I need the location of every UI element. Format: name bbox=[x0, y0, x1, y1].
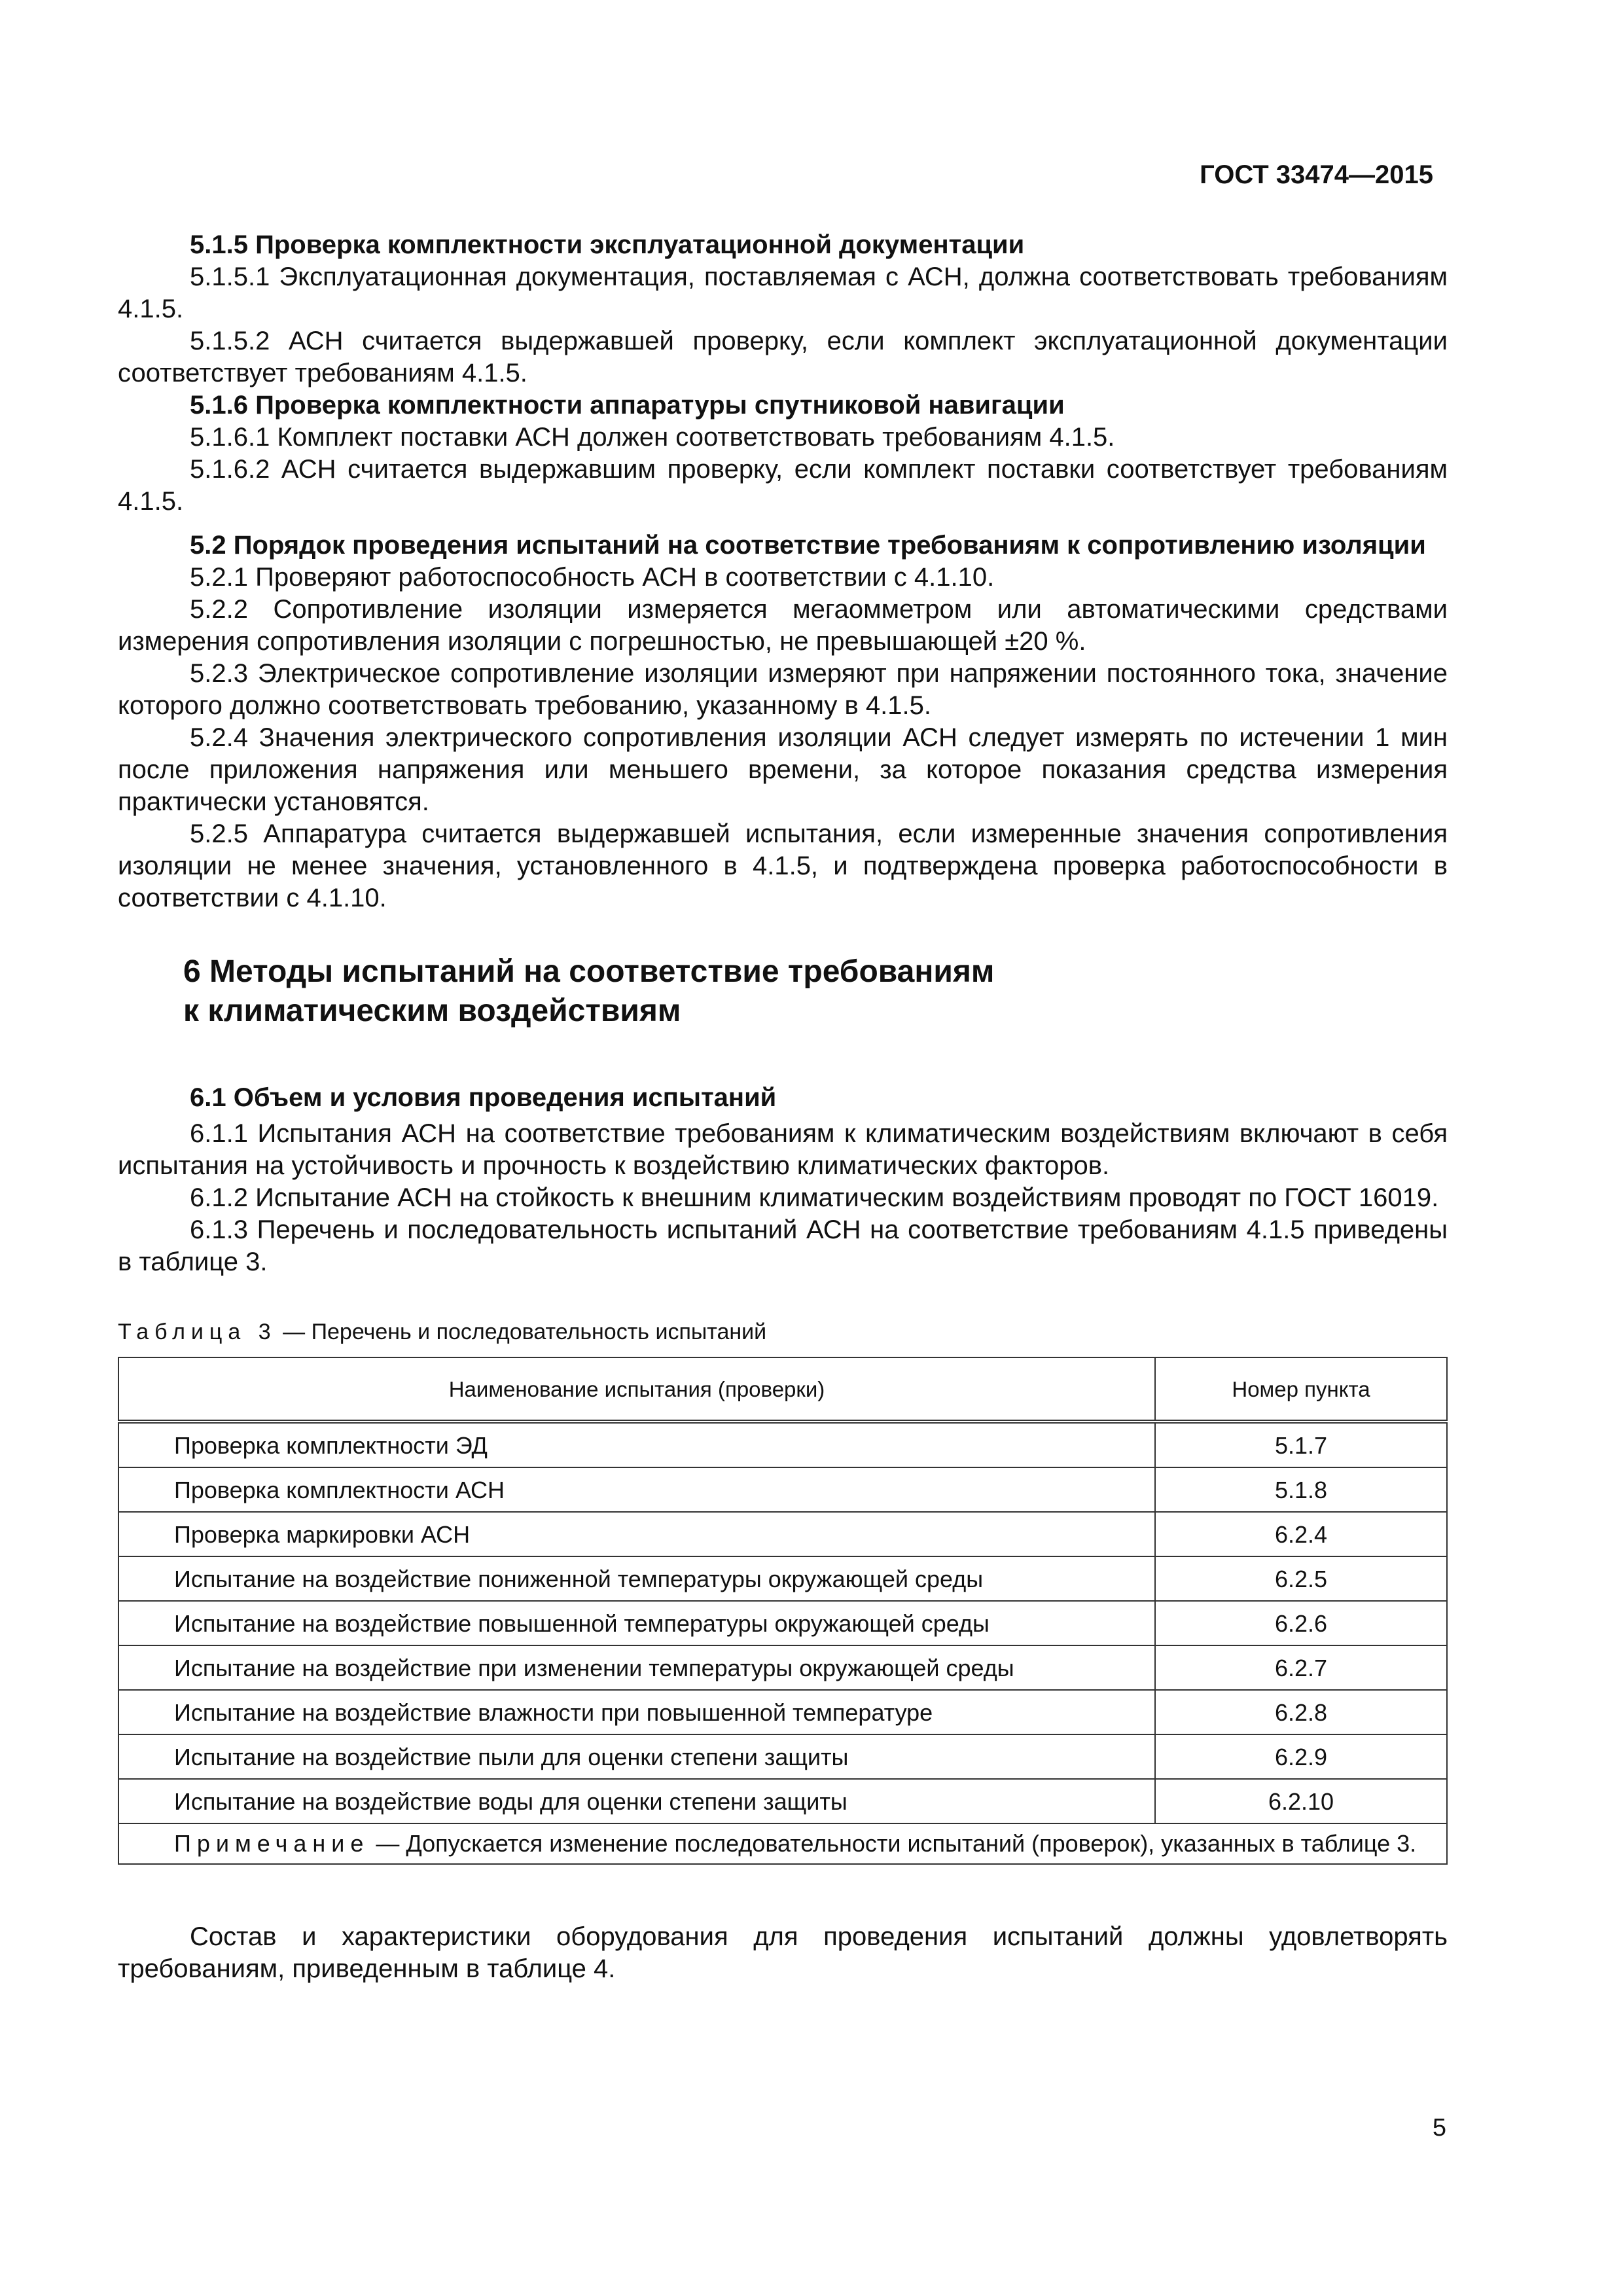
test-name-cell: Испытание на воздействие повышенной температуры окружающей среды bbox=[118, 1601, 1155, 1645]
test-name-cell: Проверка маркировки АСН bbox=[118, 1512, 1155, 1556]
table-row bbox=[118, 1779, 1447, 1823]
clause-number-cell: 6.2.6 bbox=[1155, 1601, 1447, 1645]
table-header-row bbox=[118, 1357, 1447, 1422]
section-6-1-heading: 6.1 Объем и условия проведения испытаний bbox=[190, 1083, 777, 1112]
column-header-test-name: Наименование испытания (проверки) bbox=[118, 1357, 1155, 1422]
table-row bbox=[118, 1645, 1447, 1690]
paragraph-5-1-6-1: 5.1.6.1 Комплект поставки АСН должен соответствовать требованиям 4.1.5. bbox=[190, 423, 1115, 452]
paragraph-5-1-5-1: 5.1.5.1 Эксплуатационная документация, поставляемая с АСН, должна соответствовать требованиям 4.1.5. bbox=[118, 262, 1448, 323]
document-id-header: ГОСТ 33474—2015 bbox=[1200, 160, 1433, 189]
closing-paragraph: Состав и характеристики оборудования для проведения испытаний должны удовлетворять требованиям, приведенным в таблице 4. bbox=[118, 1922, 1448, 1983]
paragraph-5-2-4: 5.2.4 Значения электрического сопротивления изоляции АСН следует измерять по истечении 1 мин после приложения напряжения или меньшего времени, за которое показания средства измерения практически установятся. bbox=[118, 723, 1448, 816]
clause-number-cell: 6.2.4 bbox=[1155, 1512, 1447, 1556]
table-3 bbox=[118, 1357, 1448, 1865]
table-3-caption-label: Таблица 3 bbox=[118, 1319, 277, 1344]
paragraph-6-1-2: 6.1.2 Испытание АСН на стойкость к внешним климатическим воздействиям проводят по ГОСТ 16019. bbox=[190, 1183, 1439, 1212]
test-name-cell: Проверка комплектности ЭД bbox=[118, 1422, 1155, 1467]
table-note-cell bbox=[118, 1823, 1447, 1864]
table-row bbox=[118, 1512, 1447, 1556]
table-row bbox=[118, 1690, 1447, 1734]
section-5-2-heading: 5.2 Порядок проведения испытаний на соответствие требованиям к сопротивлению изоляции bbox=[190, 531, 1426, 560]
test-name-cell: Проверка комплектности АСН bbox=[118, 1467, 1155, 1512]
paragraph-5-2-1: 5.2.1 Проверяют работоспособность АСН в соответствии с 4.1.10. bbox=[190, 563, 995, 592]
paragraph-6-1-1: 6.1.1 Испытания АСН на соответствие требованиям к климатическим воздействиям включают в себя испытания на устойчивость и прочность к воздействию климатических факторов. bbox=[118, 1119, 1448, 1180]
test-name-cell: Испытание на воздействие влажности при повышенной температуре bbox=[118, 1690, 1155, 1734]
clause-number-cell: 5.1.8 bbox=[1155, 1467, 1447, 1512]
paragraph-5-2-3: 5.2.3 Электрическое сопротивление изоляции измеряют при напряжении постоянного тока, значение которого должно соответствовать требованию, указанному в 4.1.5. bbox=[118, 659, 1448, 720]
chapter-6-heading-line-1: 6 Методы испытаний на соответствие требованиям bbox=[183, 954, 995, 989]
table-3-caption bbox=[118, 1319, 1448, 1345]
test-name-cell: Испытание на воздействие при изменении температуры окружающей среды bbox=[118, 1645, 1155, 1690]
paragraph-6-1-3: 6.1.3 Перечень и последовательность испытаний АСН на соответствие требованиям 4.1.5 приведены в таблице 3. bbox=[118, 1215, 1448, 1276]
clause-number-cell: 6.2.9 bbox=[1155, 1734, 1447, 1779]
table-note-label: Примечание bbox=[174, 1830, 370, 1857]
paragraph-5-2-5: 5.2.5 Аппаратура считается выдержавшей испытания, если измеренные значения сопротивления изоляции не менее значения, установленного в 4.1.5, и подтверждена проверка работоспособности в соответствии с 4.1.10. bbox=[118, 819, 1448, 912]
clause-number-cell: 6.2.8 bbox=[1155, 1690, 1447, 1734]
chapter-6-heading bbox=[118, 952, 1448, 1031]
table-note bbox=[119, 1828, 1446, 1859]
paragraph-5-1-6-2: 5.1.6.2 АСН считается выдержавшим проверку, если комплект поставки соответствует требованиям 4.1.5. bbox=[118, 455, 1448, 516]
test-name-cell: Испытание на воздействие пыли для оценки степени защиты bbox=[118, 1734, 1155, 1779]
clause-number-cell: 5.1.7 bbox=[1155, 1422, 1447, 1467]
table-note-text: — Допускается изменение последовательности испытаний (проверок), указанных в таблице 3. bbox=[369, 1830, 1417, 1857]
clause-number-cell: 6.2.7 bbox=[1155, 1645, 1447, 1690]
table-row bbox=[118, 1467, 1447, 1512]
clause-number-cell: 6.2.5 bbox=[1155, 1556, 1447, 1601]
column-header-clause-number: Номер пункта bbox=[1155, 1357, 1447, 1422]
table-row bbox=[118, 1601, 1447, 1645]
test-name-cell: Испытание на воздействие пониженной температуры окружающей среды bbox=[118, 1556, 1155, 1601]
paragraph-5-1-5-2: 5.1.5.2 АСН считается выдержавшей проверку, если комплект эксплуатационной документации соответствует требованиям 4.1.5. bbox=[118, 327, 1448, 387]
section-5-1-6-heading: 5.1.6 Проверка комплектности аппаратуры спутниковой навигации bbox=[190, 391, 1065, 420]
table-row bbox=[118, 1422, 1447, 1467]
table-row bbox=[118, 1734, 1447, 1779]
page-number: 5 bbox=[1432, 2114, 1446, 2142]
page-content bbox=[118, 229, 1448, 1985]
chapter-6-heading-line-2: к климатическим воздействиям bbox=[183, 994, 681, 1028]
clause-number-cell: 6.2.10 bbox=[1155, 1779, 1447, 1823]
section-5-1-5-heading: 5.1.5 Проверка комплектности эксплуатационной документации bbox=[190, 230, 1025, 259]
paragraph-5-2-2: 5.2.2 Сопротивление изоляции измеряется мегаомметром или автоматическими средствами измерения сопротивления изоляции с погрешностью, не превышающей ±20 %. bbox=[118, 595, 1448, 656]
test-name-cell: Испытание на воздействие воды для оценки степени защиты bbox=[118, 1779, 1155, 1823]
table-3-caption-text: — Перечень и последовательность испытаний bbox=[276, 1319, 767, 1344]
table-row bbox=[118, 1556, 1447, 1601]
table-note-row bbox=[118, 1823, 1447, 1864]
